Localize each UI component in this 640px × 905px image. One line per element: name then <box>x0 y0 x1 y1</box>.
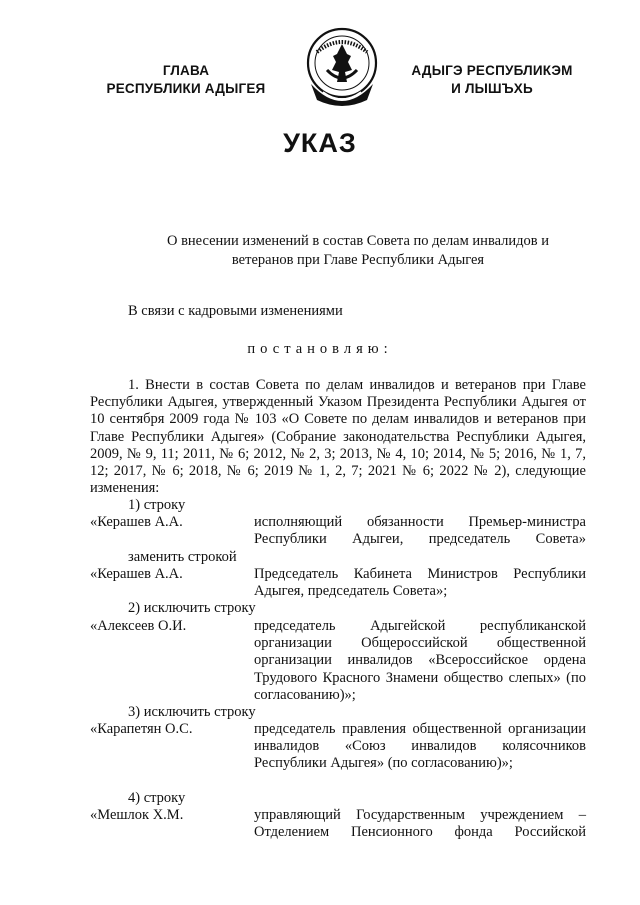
item-4-person: «Мешлок Х.М. <box>90 807 184 823</box>
item-1-replace-person: «Керашев А.А. <box>90 566 183 582</box>
item-1-person: «Керашев А.А. <box>90 514 183 530</box>
decree-basis: В связи с кадровыми изменениями <box>128 303 343 319</box>
item-1-desc: исполняющий обязанности Премьер-министра Республики Адыгеи, председатель Совета» <box>254 514 586 548</box>
header-left <box>88 62 284 98</box>
item-2-desc: председатель Адыгейской республиканской организации Общероссийской общественной организации инвалидов «Всероссийское ордена Трудового Красного Знамени общество слепых» (по согласованию)»; <box>254 618 586 703</box>
document-title: УКАЗ <box>283 128 357 158</box>
decree-subject: О внесении изменений в состав Совета по делам инвалидов и ветеранов при Главе Республики Адыгея <box>166 233 550 268</box>
item-3-label: 3) исключить строку <box>128 704 256 720</box>
item-1-replace-label: заменить строкой <box>128 549 237 565</box>
item-3-person: «Карапетян О.С. <box>90 721 193 737</box>
header-right-line1: АДЫГЭ РЕСПУБЛИКЭМ <box>411 63 573 78</box>
header-left-line1: ГЛАВА <box>162 63 210 78</box>
header-right <box>392 62 592 98</box>
item-1-label: 1) строку <box>128 497 186 513</box>
item-2-label: 2) исключить строку <box>128 600 256 616</box>
item-2-person: «Алексеев О.И. <box>90 618 187 634</box>
item-4-desc: управляющий Государственным учреждением – Отделением Пенсионного фонда Российской <box>254 807 586 841</box>
item-3-desc: председатель правления общественной организации инвалидов «Союз инвалидов колясочников Республики Адыгея» (по согласованию)»; <box>254 721 586 772</box>
paragraph-1: 1. Внести в состав Совета по делам инвалидов и ветеранов при Главе Республики Адыгея, утвержденный Указом Президента Республики Адыгея от 10 сентября 2009 года № 103 «О Совете по делам инвалидов и ветеранов при Главе Республики Адыгея» (Собрание законодательства Республики Адыгея, 2009, № 9, 11; 2011, № 6; 2012, № 2, 3; 2013, № 4, 10; 2014, № 5; 2016, № 1, 7, 12; 2017, № 6; 2018, № 6; 2019 № 1, 2, 7; 2021 № 6; 2022 № 2), следующие изменения: <box>90 377 586 497</box>
decree-word: постановляю: <box>247 341 393 357</box>
item-4-label: 4) строку <box>128 790 186 806</box>
item-1-replace-desc: Председатель Кабинета Министров Республики Адыгея, председатель Совета»; <box>254 566 586 600</box>
coat-of-arms-icon <box>303 26 381 110</box>
header-left-line2: РЕСПУБЛИКИ АДЫГЕЯ <box>106 81 266 96</box>
header-right-line2: И ЛЫШЪХЬ <box>451 81 533 96</box>
